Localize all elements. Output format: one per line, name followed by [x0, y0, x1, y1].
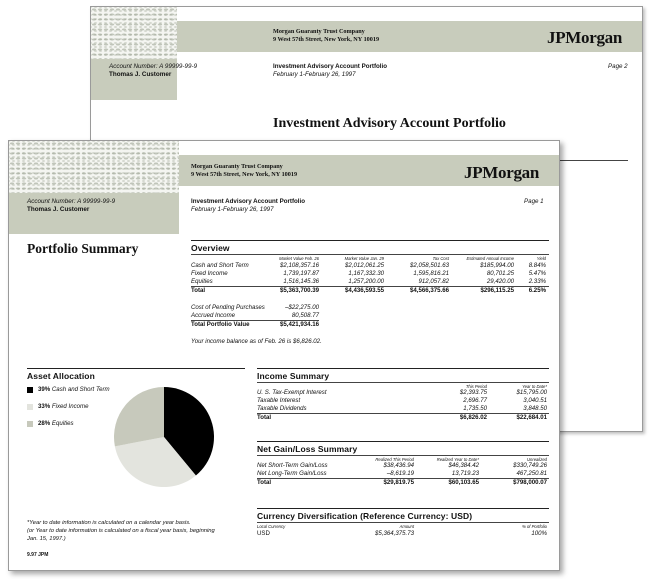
account-number: Account Number: A 99999-99-9 — [27, 198, 116, 205]
income-total-value: $6,826.02 — [459, 414, 487, 421]
gain-value: $38,436.94 — [383, 462, 414, 469]
value-cell: 5.47% — [528, 270, 546, 277]
gain-total-value: $29,819.75 — [383, 479, 414, 486]
overview-rule — [191, 240, 549, 241]
company-name: Morgan Guaranty Trust Company — [273, 28, 365, 35]
income-value: 3,040.51 — [523, 397, 547, 404]
income-total-value: $22,684.01 — [516, 414, 547, 421]
date-range: February 1-February 26, 1997 — [191, 206, 274, 213]
value-cell: 1,167,332.30 — [348, 270, 384, 277]
value-cell: 1,595,816.21 — [413, 270, 449, 277]
value-cell: $2,012,061.25 — [345, 262, 384, 269]
income-value: 3,848.50 — [523, 405, 547, 412]
pending-label: Cost of Pending Purchases — [191, 304, 265, 311]
asset-allocation-title: Asset Allocation — [27, 371, 95, 381]
overview-col-header: Tax Cost — [432, 256, 449, 261]
legend-item-cash: 39% Cash and Short Term — [38, 386, 110, 393]
customer-name: Thomas J. Customer — [109, 71, 172, 78]
gain-col-header: Unrealized — [526, 457, 547, 462]
income-col-header: This Period — [465, 384, 487, 389]
currency-col-header: % of Portfolio — [522, 524, 547, 529]
income-balance-note: Your income balance as of Feb. 26 is $6,826.02. — [191, 338, 322, 345]
value-cell: 2.33% — [528, 278, 546, 285]
value-cell: 8.84% — [528, 262, 546, 269]
value-cell: $5,363,700.39 — [280, 287, 319, 294]
accrued-label: Accrued Income — [191, 312, 236, 319]
value-cell: 29,420.00 — [486, 278, 514, 285]
footer-code: 9.97 JPM — [27, 552, 49, 558]
accrued-value: 80,508.77 — [291, 312, 319, 319]
customer-name: Thomas J. Customer — [27, 206, 90, 213]
gain-value: $330,749.26 — [513, 462, 547, 469]
gain-total-value: $60,103.65 — [448, 479, 479, 486]
income-value: $15,795.00 — [516, 389, 547, 396]
income-row-label: Taxable Dividends — [257, 405, 307, 412]
overview-col-header: Yield — [536, 256, 546, 261]
value-cell: 1,516,145.36 — [283, 278, 319, 285]
overview-col-header: Market Value Feb. 26 — [279, 256, 319, 261]
value-cell: $296,115.25 — [480, 287, 514, 294]
income-value: 1,735.50 — [463, 405, 487, 412]
gain-value: $46,384.42 — [448, 462, 479, 469]
value-cell: $2,058,501.63 — [410, 262, 449, 269]
value-cell: 1,739,197.87 — [283, 270, 319, 277]
value-cell: $4,436,593.55 — [345, 287, 384, 294]
value-cell: 6.25% — [528, 287, 546, 294]
total-portfolio-value: $5,421,934.16 — [280, 321, 319, 328]
income-col-header: Year to Date* — [522, 384, 547, 389]
income-summary-title: Income Summary — [257, 371, 330, 381]
overview-title: Overview — [191, 243, 230, 253]
row-label: Total — [191, 287, 206, 294]
gain-col-header: Realized This Period — [375, 457, 414, 462]
jpmorgan-logo: JPMorgan — [547, 28, 623, 47]
footnote-line-2: (or Year to date information is calculated on a fiscal year basis, beginning — [27, 528, 215, 534]
page-number: Page 1 — [524, 198, 544, 205]
gain-loss-rule — [257, 441, 549, 442]
pending-value: –$22,275.00 — [285, 304, 319, 311]
legend-item-fixed-income: 33% Fixed Income — [38, 403, 89, 410]
legend-swatch-equities — [27, 421, 33, 427]
income-row-label: Taxable Interest — [257, 397, 301, 404]
value-cell: 912,057.82 — [418, 278, 449, 285]
account-number: Account Number: A 99999-99-9 — [109, 63, 198, 70]
row-label: Cash and Short Term — [191, 262, 249, 269]
gain-row-label: Net Long-Term Gain/Loss — [257, 470, 327, 477]
legend-swatch-fixed-income — [27, 404, 33, 410]
income-total-label: Total — [257, 414, 272, 421]
portfolio-summary-heading: Portfolio Summary — [27, 241, 139, 256]
gain-total-label: Total — [257, 479, 272, 486]
currency-col-header: Amount — [399, 524, 414, 529]
income-row-label: U. S. Tax-Exempt Interest — [257, 389, 327, 396]
currency-amount: $5,364,375.73 — [375, 530, 414, 537]
gain-row-label: Net Short-Term Gain/Loss — [257, 462, 328, 469]
jpmorgan-logo: JPMorgan — [464, 163, 540, 182]
legend-swatch-cash — [27, 387, 33, 393]
gain-value: 13,719.23 — [451, 470, 479, 477]
income-value: 2,696.77 — [463, 397, 487, 404]
overview-col-header: Market Value Jan. 29 — [344, 256, 384, 261]
value-cell: $185,994.00 — [480, 262, 514, 269]
value-cell: 1,257,200.00 — [348, 278, 384, 285]
pie-slice-equities — [114, 387, 164, 446]
gain-value: 467,250.81 — [516, 470, 547, 477]
row-label: Fixed Income — [191, 270, 228, 277]
portfolio-title: Investment Advisory Account Portfolio — [273, 63, 388, 70]
date-range: February 1-February 26, 1997 — [273, 71, 356, 78]
value-cell: $2,108,357.16 — [280, 262, 319, 269]
company-address: 9 West 57th Street, New York, NY 10019 — [191, 171, 298, 178]
row-label: Equities — [191, 278, 213, 285]
currency-col-header: Local Currency — [257, 524, 286, 529]
currency-percent: 100% — [531, 530, 547, 537]
company-address: 9 West 57th Street, New York, NY 10019 — [273, 36, 380, 43]
footnote-line-1: *Year to date information is calculated on a calendar year basis. — [27, 520, 191, 526]
page-number: Page 2 — [608, 63, 628, 70]
overview-col-header: Estimated Annual Income — [466, 256, 514, 261]
gain-total-value: $798,000.07 — [513, 479, 547, 486]
page-heading: Investment Advisory Account Portfolio — [273, 116, 506, 131]
total-portfolio-label: Total Portfolio Value — [191, 321, 250, 328]
asset-allocation-pie-chart — [112, 385, 216, 489]
asset-allocation-rule — [27, 368, 245, 369]
statement-page-1 — [8, 140, 560, 571]
income-value: $2,393.75 — [459, 389, 487, 396]
value-cell: 80,701.25 — [486, 270, 514, 277]
currency-code: USD — [257, 530, 270, 537]
gain-col-header: Realized Year to Date* — [436, 457, 479, 462]
gain-value: –8,619.19 — [386, 470, 414, 477]
footnote-line-3: Jan. 15, 1997.) — [27, 536, 66, 542]
income-summary-rule — [257, 368, 549, 369]
currency-rule — [257, 508, 549, 509]
legend-item-equities: 28% Equities — [38, 420, 74, 427]
value-cell: $4,566,375.66 — [410, 287, 449, 294]
portfolio-title: Investment Advisory Account Portfolio — [191, 198, 306, 205]
gain-loss-title: Net Gain/Loss Summary — [257, 444, 358, 454]
company-name: Morgan Guaranty Trust Company — [191, 163, 283, 170]
currency-title: Currency Diversification (Reference Currency: USD) — [257, 511, 473, 521]
